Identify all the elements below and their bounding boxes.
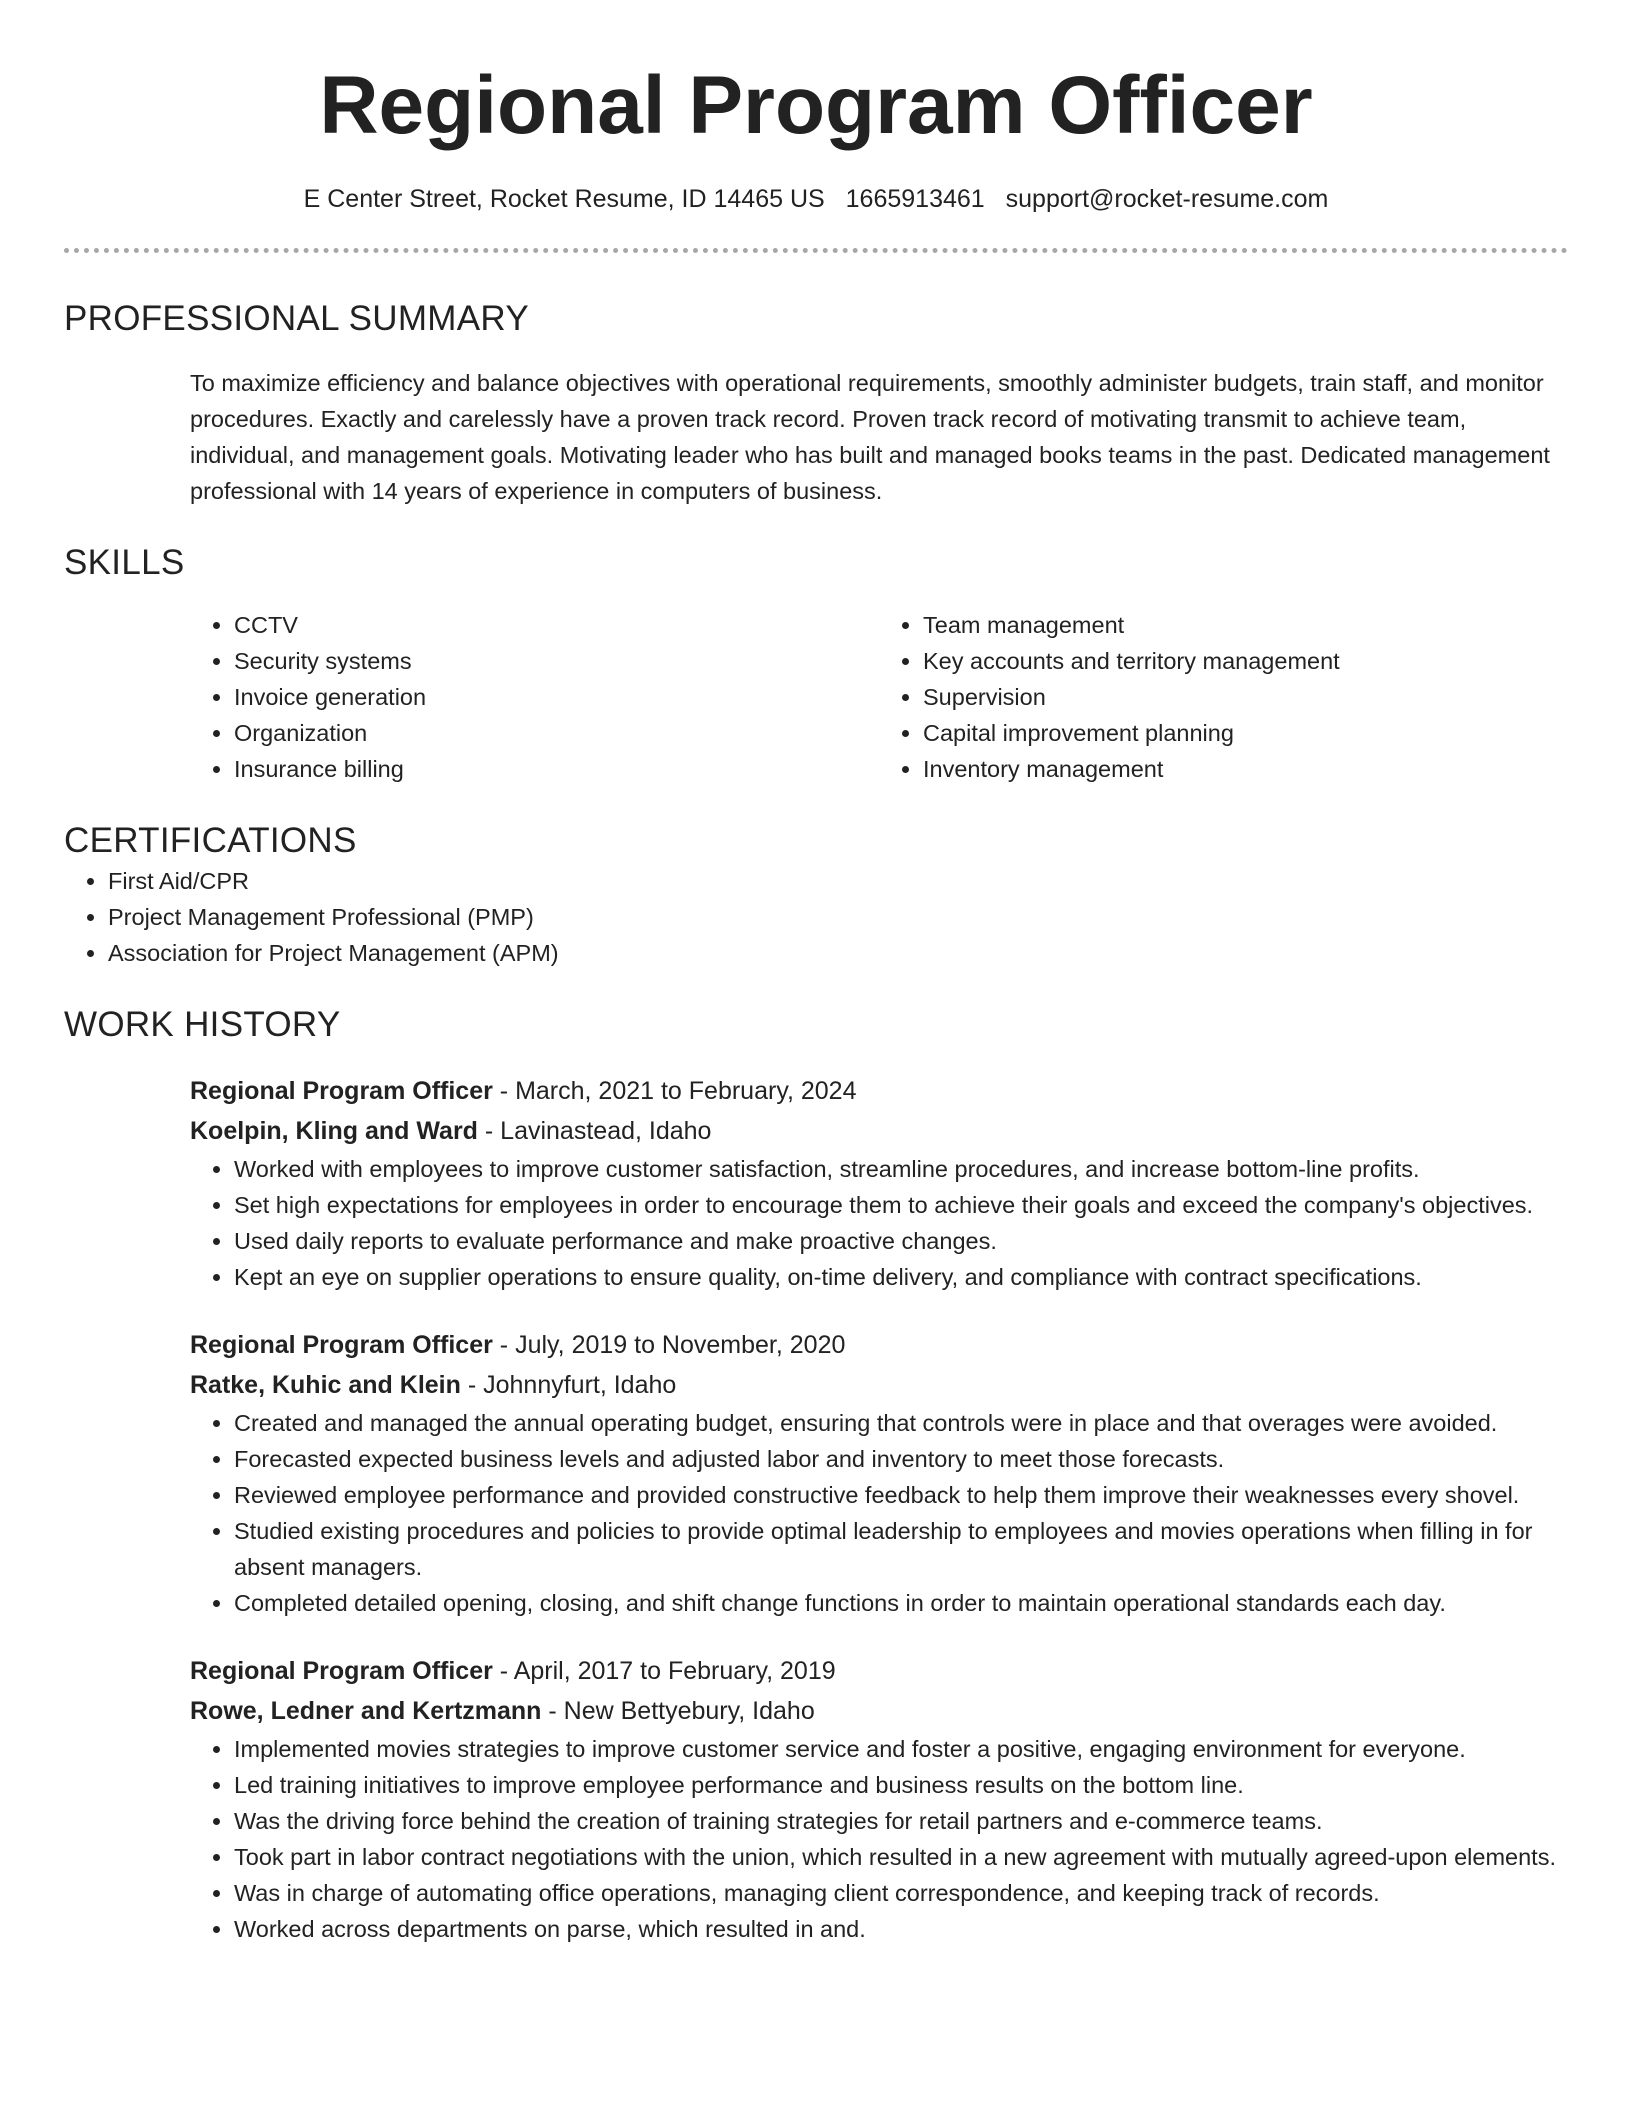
contact-email: support@rocket-resume.com <box>1005 185 1329 213</box>
job-dates: - April, 2017 to February, 2019 <box>492 1657 836 1685</box>
certification-item: • First Aid/CPR <box>108 863 1568 899</box>
certification-item: • Association for Project Management (APM) <box>108 935 1568 971</box>
skill-item: • Invoice generation <box>234 679 879 715</box>
job-title-line <box>190 1325 1568 1365</box>
summary-section <box>64 297 1568 509</box>
job-bullet: • Was the driving force behind the creation of training strategies for retail partners and e-commerce teams. <box>234 1803 1568 1839</box>
job-bullet: • Took part in labor contract negotiations with the union, which resulted in a new agreement with mutually agreed-upon elements. <box>234 1839 1568 1875</box>
skill-item: • Insurance billing <box>234 751 879 787</box>
job-bullet: • Set high expectations for employees in order to encourage them to achieve their goals and exceed the company's objectives. <box>234 1187 1568 1223</box>
certification-item: • Project Management Professional (PMP) <box>108 899 1568 935</box>
skill-item: • Inventory management <box>923 751 1568 787</box>
job-company-line <box>190 1365 1568 1405</box>
job-title-line <box>190 1651 1568 1691</box>
skill-item: • CCTV <box>234 607 879 643</box>
candidate-name: Regional Program Officer <box>319 60 1313 151</box>
skill-item: • Security systems <box>234 643 879 679</box>
contact-address: E Center Street, Rocket Resume, ID 14465 US <box>303 185 825 213</box>
job-bullet: • Completed detailed opening, closing, and shift change functions in order to maintain operational standards each day. <box>234 1585 1568 1621</box>
job-company: Rowe, Ledner and Kertzmann <box>190 1697 542 1725</box>
job-company-line <box>190 1111 1568 1151</box>
skill-item: • Organization <box>234 715 879 751</box>
job-bullet: • Reviewed employee performance and provided constructive feedback to help them improve their weaknesses every shovel. <box>234 1477 1568 1513</box>
job-bullet: • Created and managed the annual operating budget, ensuring that controls were in place and that overages were avoided. <box>234 1405 1568 1441</box>
job-company: Koelpin, Kling and Ward <box>190 1117 478 1145</box>
job-entry <box>190 1325 1568 1621</box>
job-location: - Johnnyfurt, Idaho <box>460 1371 677 1399</box>
job-bullets <box>190 1405 1568 1621</box>
job-entry <box>190 1071 1568 1295</box>
contact-line <box>64 182 1568 216</box>
contact-phone: 1665913461 <box>845 185 985 213</box>
header-divider <box>64 248 1568 253</box>
job-bullet: • Forecasted expected business levels and adjusted labor and inventory to meet those forecasts. <box>234 1441 1568 1477</box>
job-location: - Lavinastead, Idaho <box>477 1117 712 1145</box>
job-title: Regional Program Officer <box>190 1331 493 1359</box>
job-bullets <box>190 1731 1568 1947</box>
job-dates: - March, 2021 to February, 2024 <box>492 1077 857 1105</box>
job-entry <box>190 1651 1568 1947</box>
job-dates: - July, 2019 to November, 2020 <box>492 1331 846 1359</box>
section-title-skills: SKILLS <box>64 543 185 582</box>
section-title-summary: PROFESSIONAL SUMMARY <box>64 299 529 338</box>
skills-column-right <box>879 607 1568 787</box>
job-bullet: • Kept an eye on supplier operations to ensure quality, on-time delivery, and compliance with contract specifications. <box>234 1259 1568 1295</box>
job-bullet: • Was in charge of automating office operations, managing client correspondence, and keeping track of records. <box>234 1875 1568 1911</box>
skills-column-left <box>190 607 879 787</box>
skill-item: • Capital improvement planning <box>923 715 1568 751</box>
job-title: Regional Program Officer <box>190 1077 493 1105</box>
job-company: Ratke, Kuhic and Klein <box>190 1371 461 1399</box>
summary-text: To maximize efficiency and balance objectives with operational requirements, smoothly administer budgets, train staff, and monitor procedures. Exactly and carelessly have a proven track record. Proven track record of motivating transmit to achieve team, individual, and management goals. Motivating leader who has built and managed books teams in the past. Dedicated management professional with 14 years of experience in computers of business. <box>190 370 1550 504</box>
skill-item: • Team management <box>923 607 1568 643</box>
section-title-certifications: CERTIFICATIONS <box>64 821 357 860</box>
skill-item: • Key accounts and territory management <box>923 643 1568 679</box>
skill-item: • Supervision <box>923 679 1568 715</box>
work-history-section <box>64 1003 1568 1947</box>
job-bullet: • Led training initiatives to improve employee performance and business results on the bottom line. <box>234 1767 1568 1803</box>
job-bullets <box>190 1151 1568 1295</box>
certifications-section <box>64 819 1568 971</box>
skills-section <box>64 541 1568 787</box>
job-bullet: • Used daily reports to evaluate performance and make proactive changes. <box>234 1223 1568 1259</box>
job-title-line <box>190 1071 1568 1111</box>
skills-grid <box>190 607 1568 787</box>
job-bullet: • Worked across departments on parse, which resulted in and. <box>234 1911 1568 1947</box>
section-title-work-history: WORK HISTORY <box>64 1005 341 1044</box>
certifications-list <box>64 863 1568 971</box>
job-bullet: • Implemented movies strategies to improve customer service and foster a positive, engaging environment for everyone. <box>234 1731 1568 1767</box>
job-bullet: • Studied existing procedures and policies to provide optimal leadership to employees and movies operations when filling in for absent managers. <box>234 1513 1568 1585</box>
job-title: Regional Program Officer <box>190 1657 493 1685</box>
job-company-line <box>190 1691 1568 1731</box>
job-bullet: • Worked with employees to improve customer satisfaction, streamline procedures, and increase bottom-line profits. <box>234 1151 1568 1187</box>
job-location: - New Bettyebury, Idaho <box>541 1697 815 1725</box>
